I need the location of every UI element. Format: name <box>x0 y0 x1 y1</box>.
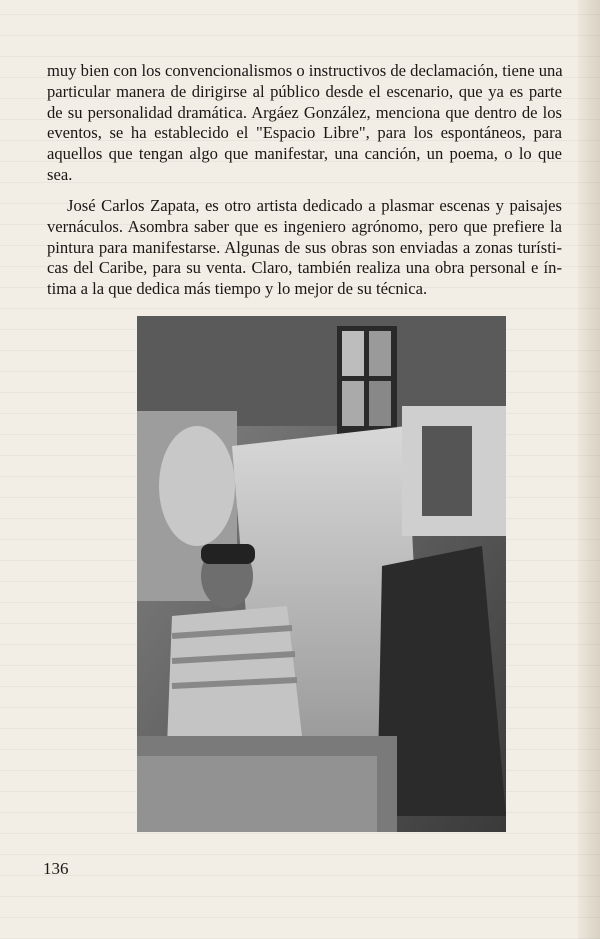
text-line: vernáculos. Asombra saber que es ingeniero agrónomo, pero que prefiere la <box>47 216 562 236</box>
text-line: eventos, se ha establecido el "Espacio Libre", para los espontáneos, para <box>47 123 562 143</box>
text-line: muy bien con los convencionalismos o instructivos de declamación, tiene una <box>47 61 563 80</box>
text-line: particular manera de dirigirse al público desde el escenario, que ya es parte <box>47 81 562 101</box>
text-line: aquellos que tengan algo que manifestar, una canción, un poema, o lo que <box>47 144 562 164</box>
text-line: de su personalidad dramática. Argáez González, menciona que dentro de los <box>47 102 562 122</box>
text-line: sea. <box>47 164 73 184</box>
page-number: 136 <box>43 859 69 878</box>
photo-illustration <box>137 316 506 832</box>
text-line: tima a la que dedica más tiempo y lo mejor de su técnica. <box>47 279 428 299</box>
artist-photo <box>137 316 506 832</box>
text-line: pintura para manifestarse. Algunas de sus obras son enviadas a zonas turísti- <box>47 237 562 257</box>
paragraph-2 <box>47 196 562 300</box>
text-line: cas del Caribe, para su venta. Claro, también realiza una obra personal e ín- <box>47 258 562 278</box>
text-line: José Carlos Zapata, es otro artista dedicado a plasmar escenas y paisajes <box>67 196 562 215</box>
paragraph-1 <box>47 61 562 186</box>
